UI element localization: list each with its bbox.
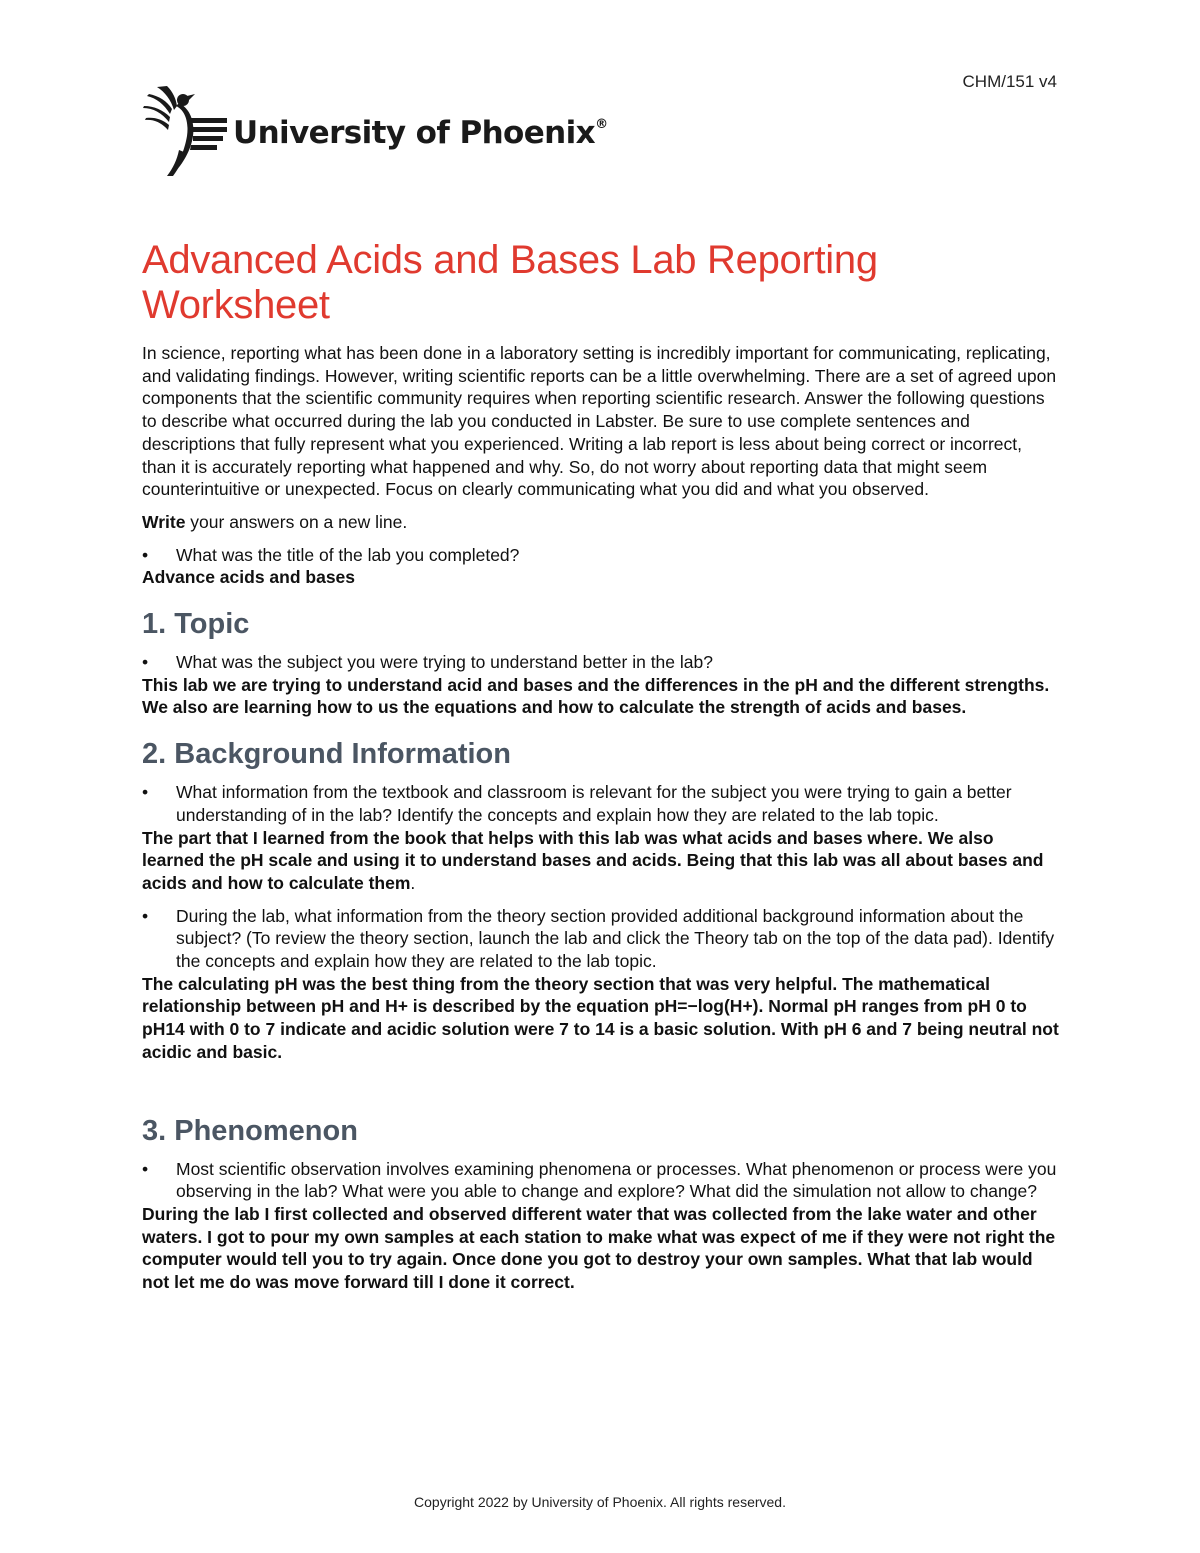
logo-wordmark: University of Phoenix®: [233, 115, 608, 151]
question-background-textbook: • What information from the textbook and classroom is relevant for the subject you were trying to gain a better understanding of in the lab? Identify the concepts and explain how they are related to the lab topic.: [142, 781, 1060, 826]
course-code: CHM/151 v4: [962, 72, 1057, 91]
question-topic: • What was the subject you were trying to understand better in the lab?: [142, 651, 1060, 674]
question-lab-title: • What was the title of the lab you completed?: [142, 544, 1060, 567]
copyright-footer: Copyright 2022 by University of Phoenix. All rights reserved.: [414, 1494, 786, 1510]
answer-background-textbook: The part that I learned from the book that helps with this lab was what acids and bases where. We also learned the pH scale and using it to understand bases and acids. Being that this lab was all about bases and acids and how to calculate them.: [142, 827, 1044, 893]
university-logo: [143, 84, 607, 178]
question-phenomenon: • Most scientific observation involves examining phenomena or processes. What phenomenon or process were you observing in the lab? What were you able to change and explore? What did the simulation not allow to change?: [142, 1158, 1060, 1203]
intro-paragraph: In science, reporting what has been done in a laboratory setting is incredibly important for communicating, replicating, and validating findings. However, writing scientific reports can be a little overwhelming. There are a set of agreed upon components that the scientific community requires when reporting scientific research. Answer the following questions to describe what occurred during the lab you conducted in Labster. Be sure to use complete sentences and descriptions that fully represent what you experienced. Writing a lab report is less about being correct or incorrect, than it is accurately reporting what happened and why. So, do not worry about reporting data that might seem counterintuitive or unexpected. Focus on clearly communicating what you did and what you observed.: [142, 343, 1057, 500]
question-background-theory: • During the lab, what information from the theory section provided additional background information about the subject? (To review the theory section, launch the lab and click the Theory tab on the top of the data pad). Identify the concepts and explain how they are related to the lab topic.: [142, 905, 1060, 973]
worksheet-content: [142, 238, 1060, 1294]
page-title: Advanced Acids and Bases Lab Reporting Worksheet: [142, 238, 878, 327]
answer-topic: This lab we are trying to understand acid and bases and the differences in the pH and the different strengths. We also are learning how to us the equations and how to calculate the strength of acids and bases.: [142, 674, 1050, 718]
answer-phenomenon: During the lab I first collected and observed different water that was collected from the lake water and other waters. I got to pour my own samples at each station to make what was expect of me if they were not right the computer would tell you to try again. Once done you got to destroy your own samples. What that lab would not let me do was move forward till I done it correct.: [142, 1203, 1056, 1293]
section-heading-background: 2. Background Information: [142, 738, 511, 771]
section-heading-phenomenon: 3. Phenomenon: [142, 1114, 358, 1147]
instruction-line: Write your answers on a new line.: [142, 511, 408, 532]
phoenix-bird-icon: [143, 84, 227, 178]
answer-background-theory: The calculating pH was the best thing from the theory section that was very helpful. The mathematical relationship between pH and H+ is described by the equation pH=−log(H+). Normal pH ranges from pH 0 to pH14 with 0 to 7 indicate and acidic solution were 7 to 14 is a basic solution. With pH 6 and 7 being neutral not acidic and basic.: [142, 973, 1059, 1062]
answer-lab-title: Advance acids and bases: [142, 567, 356, 588]
section-heading-topic: 1. Topic: [142, 608, 250, 641]
